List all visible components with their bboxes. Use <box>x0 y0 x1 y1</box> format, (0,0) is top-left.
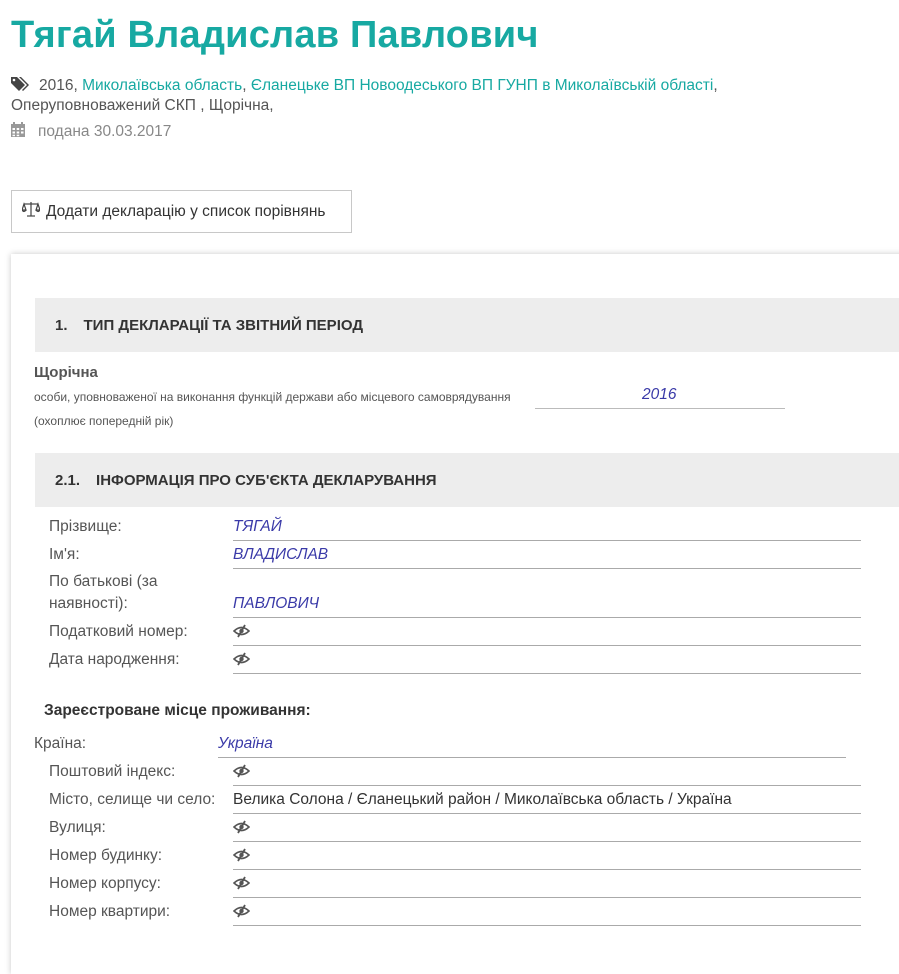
declaration-period-note: (охоплює попередній рік) <box>34 414 174 428</box>
apartment-number-line <box>233 925 861 926</box>
patronymic-value: ПАВЛОВИЧ <box>233 595 320 612</box>
house-number-label: Номер будинку: <box>49 847 163 864</box>
name-label: Ім'я: <box>49 546 80 563</box>
apartment-number-label: Номер квартири: <box>49 903 171 920</box>
declaration-meta: 2016, Миколаївська область, Єланецьке ВП Новоодеського ВП ГУНП в Миколаївській області, Оперуповноважений СКП , Щорічна, <box>11 77 718 114</box>
city-value: Велика Солона / Єланецький район / Миколаївська область / Україна <box>233 791 732 808</box>
balance-scale-icon <box>22 201 42 222</box>
submission-date <box>11 122 171 142</box>
declaration-card <box>11 254 899 974</box>
birth-date-line <box>233 673 861 674</box>
section-2-title: ІНФОРМАЦІЯ ПРО СУБ'ЄКТА ДЕКЛАРУВАННЯ <box>96 471 437 489</box>
city-label: Місто, селище чи село: <box>49 791 216 808</box>
birth-date-label: Дата народження: <box>49 651 180 668</box>
eye-slash-icon <box>233 904 250 918</box>
surname-line <box>233 540 861 541</box>
patronymic-label: По батькові (за наявності): <box>49 573 158 612</box>
calendar-icon <box>11 122 26 142</box>
eye-slash-icon <box>233 820 250 834</box>
country-label: Країна: <box>34 735 87 752</box>
add-to-compare-button[interactable] <box>11 190 352 233</box>
postal-code-label: Поштовий індекс: <box>49 763 176 780</box>
eye-slash-icon <box>233 764 250 778</box>
country-line <box>218 757 846 758</box>
eye-slash-icon <box>233 624 250 638</box>
section-1-number: 1. <box>55 316 68 334</box>
section-2-header <box>35 453 899 507</box>
declaration-type-desc: особи, уповноваженої на виконання функцій держави або місцевого самоврядування <box>34 390 511 404</box>
reporting-year: 2016 <box>642 386 677 403</box>
surname-label: Прізвище: <box>49 518 122 535</box>
submitted-text: подана 30.03.2017 <box>38 123 172 140</box>
street-label: Вулиця: <box>49 819 106 836</box>
eye-slash-icon <box>233 848 250 862</box>
postal-code-line <box>233 785 861 786</box>
name-line <box>233 568 861 569</box>
city-line <box>233 813 861 814</box>
patronymic-line <box>233 617 861 618</box>
section-2-number: 2.1. <box>55 471 81 489</box>
residence-heading: Зареєстроване місце проживання: <box>44 702 311 719</box>
name-value: ВЛАДИСЛАВ <box>233 546 329 563</box>
page-title: Тягай Владислав Павлович <box>11 14 539 56</box>
building-number-line <box>233 897 861 898</box>
section-1-header <box>35 298 899 352</box>
section-1-title: ТИП ДЕКЛАРАЦІЇ ТА ЗВІТНИЙ ПЕРІОД <box>83 316 364 334</box>
year-text: 2016 <box>39 77 74 94</box>
tax-number-label: Податковий номер: <box>49 623 188 640</box>
building-number-label: Номер корпусу: <box>49 875 161 892</box>
declaration-type: Щорічна <box>34 364 98 381</box>
street-line <box>233 841 861 842</box>
add-to-compare-label: Додати декларацію у список порівнянь <box>46 202 326 220</box>
position-text: Оперуповноважений СКП , Щорічна, <box>11 97 274 114</box>
country-value: Україна <box>218 735 273 752</box>
tax-number-line <box>233 645 861 646</box>
house-number-line <box>233 869 861 870</box>
organization-link[interactable]: Єланецьке ВП Новоодеського ВП ГУНП в Миколаївській області <box>250 77 714 94</box>
tags-icon <box>11 76 33 97</box>
surname-value: ТЯГАЙ <box>233 518 282 535</box>
region-link[interactable]: Миколаївська область <box>82 77 243 94</box>
eye-slash-icon <box>233 876 250 890</box>
eye-slash-icon <box>233 652 250 666</box>
